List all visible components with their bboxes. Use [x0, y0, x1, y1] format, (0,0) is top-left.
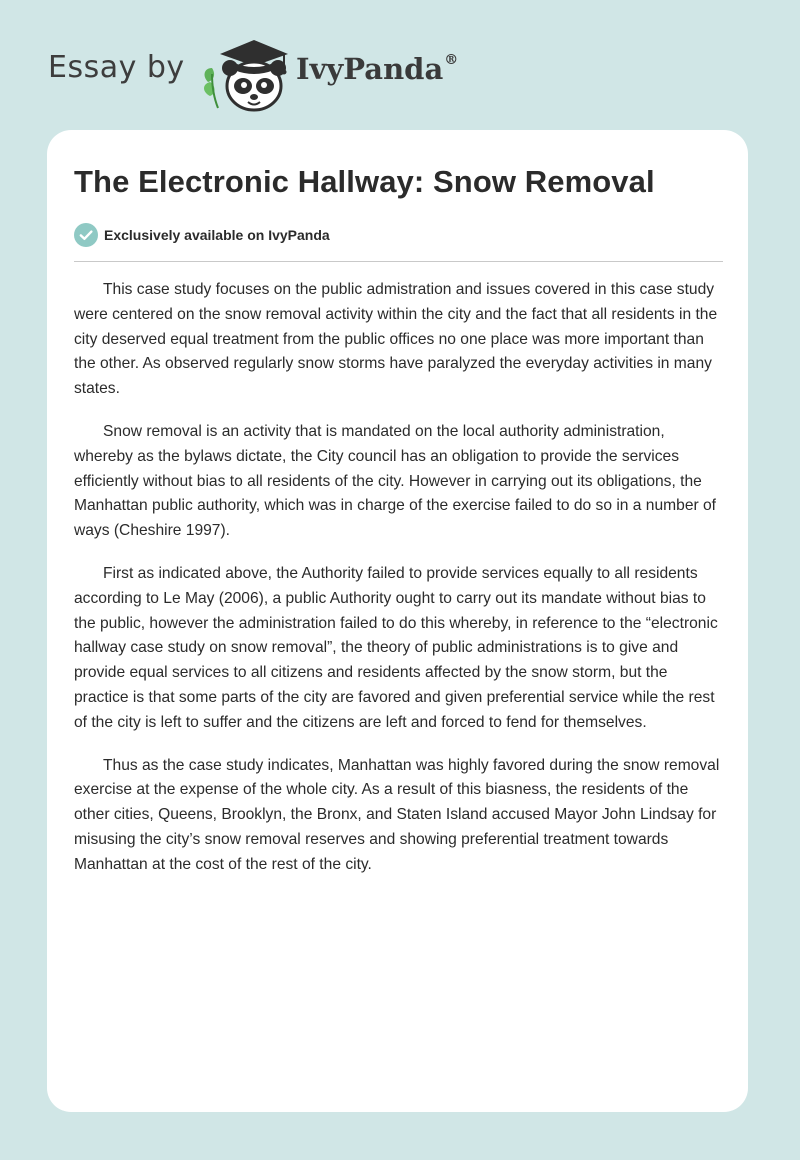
brand-name[interactable]: IvyPanda® — [296, 52, 459, 86]
panda-logo-icon[interactable] — [200, 34, 292, 114]
site-header — [48, 30, 548, 110]
paragraph: Snow removal is an activity that is mandated on the local authority administration, whereby as the bylaws dictate, the City council has an obligation to provide the services efficiently without bias to all residents of the city. However in carrying out its obligations, the Manhattan public authority, which was in charge of the exercise failed to do so in a number of ways (Cheshire 1997). — [74, 422, 717, 540]
paragraph: First as indicated above, the Authority failed to provide services equally to all residents according to Le May (2006), a public Authority ought to carry out its mandate without bias to the public, however the administration failed to do this whereby, in reference to the “electronic hallway case study on snow removal”, the theory of public administrations is to give and provide equal services to all citizens and residents affected by the snow storm, but the practice is that some parts of the city are favored and given preferential service while the rest of the city is left to suffer and the citizens are left and forced to fend for themselves. — [74, 564, 718, 731]
essay-body — [74, 278, 726, 896]
paragraph: This case study focuses on the public admistration and issues covered in this case study were centered on the snow removal activity within the city and the fact that all residents in the city deserved equal treatment from the public offices no one place was more important than the other. As observed regularly snow storms have paralyzed the everyday activities in many states. — [74, 281, 718, 398]
paragraph: Thus as the case study indicates, Manhattan was highly favored during the snow removal exercise at the expense of the whole city. As a result of this biasness, the residents of the other cities, Queens, Brooklyn, the Bronx, and Staten Island accused Mayor John Lindsay for misusing the city’s snow removal reserves and showing preferential treatment towards Manhattan at the cost of the rest of the city. — [74, 756, 720, 873]
exclusive-badge-label: Exclusively available on IvyPanda — [104, 227, 330, 243]
check-circle-icon — [74, 223, 98, 247]
divider — [74, 261, 723, 262]
exclusive-badge — [74, 222, 330, 248]
leaf-icon — [204, 68, 218, 108]
essay-by-label: Essay by — [48, 50, 185, 85]
page-title: The Electronic Hallway: Snow Removal — [74, 164, 655, 199]
registered-mark: ® — [444, 52, 459, 69]
essay-card — [47, 130, 748, 1112]
